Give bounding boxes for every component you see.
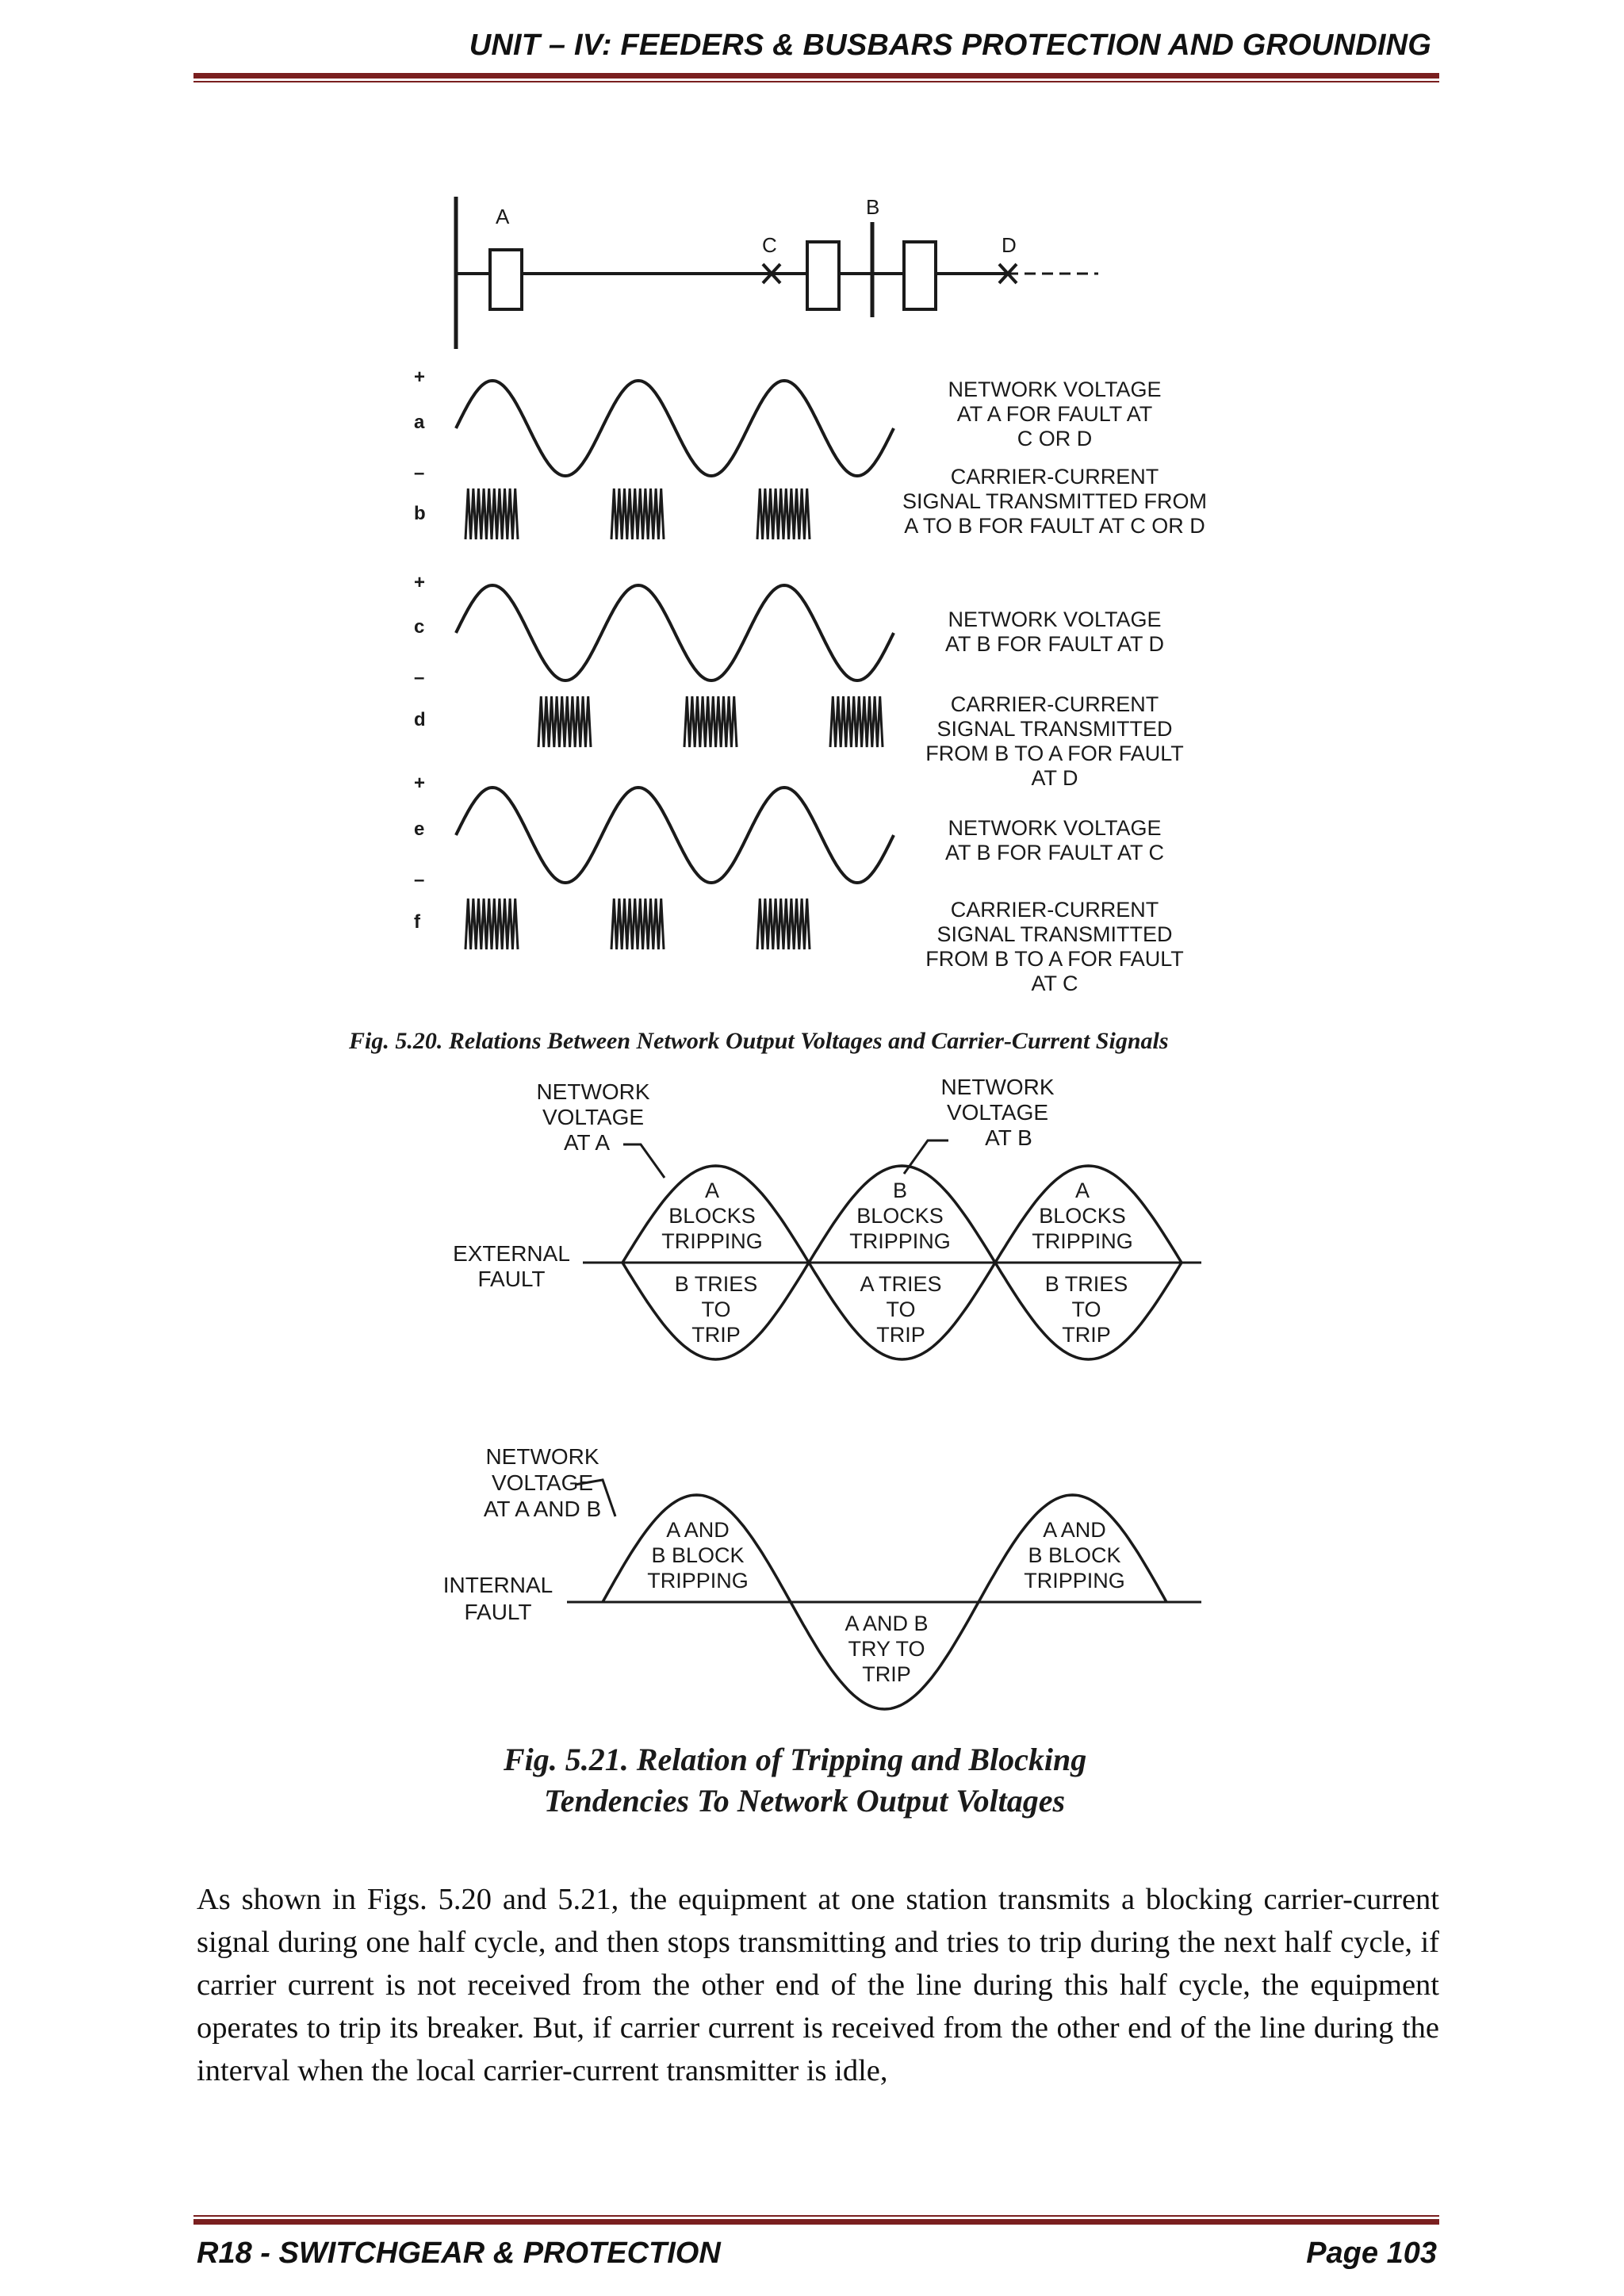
ext-top-line: A bbox=[1074, 1179, 1090, 1202]
network-voltage-wave-a bbox=[456, 381, 894, 476]
label-e-line: AT B FOR FAULT AT C bbox=[944, 841, 1165, 864]
mark-minus-a: – bbox=[414, 462, 425, 484]
line-label-c: C bbox=[762, 233, 777, 257]
ext-voltage-b-line: NETWORK bbox=[940, 1075, 1055, 1099]
carrier-burst bbox=[757, 489, 810, 539]
ext-voltage-a-pointer bbox=[623, 1144, 665, 1178]
network-voltage-wave-c bbox=[456, 585, 894, 680]
ext-top-line: B bbox=[892, 1179, 908, 1202]
ext-bottom-3 bbox=[1045, 1272, 1128, 1347]
label-f-line: AT C bbox=[1031, 972, 1078, 995]
label-d-line: SIGNAL TRANSMITTED bbox=[936, 717, 1173, 741]
mark-b: b bbox=[414, 503, 426, 524]
ext-bottom-line: TO bbox=[886, 1297, 916, 1321]
label-e bbox=[945, 816, 1164, 864]
ext-top-line: BLOCKS bbox=[856, 1204, 944, 1228]
carrier-burst bbox=[830, 696, 883, 747]
fig520-caption: Fig. 5.20. Relations Between Network Output Voltages and Carrier-Current Signals bbox=[349, 1028, 1169, 1054]
ext-bottom-line: B TRIES bbox=[674, 1272, 758, 1296]
int-voltage-line: AT A AND B bbox=[483, 1497, 602, 1521]
ext-bottom-line: TO bbox=[1071, 1297, 1101, 1321]
network-voltage-wave-e bbox=[456, 788, 894, 883]
ext-top-line: TRIPPING bbox=[1032, 1229, 1133, 1253]
external-fault-line: EXTERNAL bbox=[453, 1241, 570, 1266]
mark-plus-c: + bbox=[414, 572, 426, 593]
label-d-line: FROM B TO A FOR FAULT bbox=[925, 742, 1184, 765]
ext-top-line: BLOCKS bbox=[1039, 1204, 1126, 1228]
ext-bottom-line: TRIP bbox=[1062, 1323, 1111, 1347]
int-top-line: A AND bbox=[1043, 1518, 1106, 1542]
ext-bottom-line: TRIP bbox=[691, 1323, 741, 1347]
footer-rule-thick bbox=[193, 2219, 1439, 2225]
int-top-line: TRIPPING bbox=[647, 1569, 749, 1593]
ext-top-1 bbox=[661, 1179, 763, 1253]
int-top-line: B BLOCK bbox=[1028, 1543, 1121, 1567]
label-d-line: CARRIER-CURRENT bbox=[950, 692, 1159, 716]
fig521-caption-line2: Tendencies To Network Output Voltages bbox=[544, 1783, 1066, 1819]
mark-minus-e: – bbox=[414, 869, 425, 891]
mark-e: e bbox=[414, 818, 425, 840]
int-top-2 bbox=[1024, 1518, 1125, 1593]
carrier-burst bbox=[465, 899, 518, 949]
int-top-line: A AND bbox=[666, 1518, 730, 1542]
mark-plus-a: + bbox=[414, 366, 426, 388]
line-label-b: B bbox=[866, 195, 880, 219]
internal-fault-line: FAULT bbox=[464, 1600, 532, 1624]
label-c-line: AT B FOR FAULT AT D bbox=[944, 632, 1165, 656]
carrier-bursts-f bbox=[465, 899, 810, 949]
ext-top-line: BLOCKS bbox=[668, 1204, 756, 1228]
ext-bottom-2 bbox=[860, 1272, 941, 1347]
ext-voltage-a-line: VOLTAGE bbox=[542, 1105, 645, 1129]
ext-top-line: A bbox=[704, 1179, 720, 1202]
ext-bottom-line: A TRIES bbox=[860, 1272, 942, 1296]
carrier-burst bbox=[611, 489, 664, 539]
int-bottom bbox=[845, 1612, 928, 1686]
footer-rule-thin bbox=[193, 2215, 1439, 2217]
label-b-line: SIGNAL TRANSMITTED FROM bbox=[902, 489, 1208, 513]
mark-f: f bbox=[414, 911, 420, 933]
ext-top-line: TRIPPING bbox=[661, 1229, 763, 1253]
label-f-line: FROM B TO A FOR FAULT bbox=[925, 947, 1184, 971]
int-voltage-line: VOLTAGE bbox=[491, 1470, 594, 1495]
int-top-1 bbox=[647, 1518, 749, 1593]
int-top-line: B BLOCK bbox=[651, 1543, 745, 1567]
label-b bbox=[902, 465, 1207, 538]
carrier-bursts-b bbox=[465, 489, 810, 539]
label-c bbox=[945, 608, 1164, 656]
label-a-line: AT A FOR FAULT AT bbox=[956, 402, 1153, 426]
label-f-line: SIGNAL TRANSMITTED bbox=[936, 922, 1173, 946]
carrier-bursts-d bbox=[538, 696, 883, 747]
label-e-line: NETWORK VOLTAGE bbox=[948, 816, 1162, 840]
label-a-line: C OR D bbox=[1017, 427, 1093, 450]
int-top-line: TRIPPING bbox=[1024, 1569, 1125, 1593]
transmission-line-diagram bbox=[456, 197, 1098, 349]
carrier-burst bbox=[757, 899, 810, 949]
label-a bbox=[948, 378, 1161, 450]
external-fault-line: FAULT bbox=[477, 1267, 546, 1291]
carrier-burst bbox=[684, 696, 737, 747]
ext-bottom-1 bbox=[675, 1272, 758, 1347]
ext-bottom-line: TO bbox=[701, 1297, 731, 1321]
ext-voltage-b-pointer bbox=[904, 1140, 948, 1174]
int-voltage-line: NETWORK bbox=[485, 1444, 599, 1469]
external-fault-label bbox=[453, 1241, 570, 1291]
label-b-line: CARRIER-CURRENT bbox=[950, 465, 1159, 489]
mark-minus-c: – bbox=[414, 667, 425, 688]
int-bottom-line: A AND B bbox=[845, 1612, 929, 1635]
label-a-line: NETWORK VOLTAGE bbox=[948, 378, 1162, 401]
internal-fault-label bbox=[443, 1573, 553, 1624]
label-f-line: CARRIER-CURRENT bbox=[950, 898, 1159, 922]
carrier-burst bbox=[465, 489, 518, 539]
mark-plus-e: + bbox=[414, 772, 426, 794]
axis-marks bbox=[414, 366, 426, 933]
ext-bottom-line: B TRIES bbox=[1044, 1272, 1128, 1296]
label-d bbox=[925, 692, 1184, 790]
label-b-line: A TO B FOR FAULT AT C OR D bbox=[904, 514, 1205, 538]
label-d-line: AT D bbox=[1031, 766, 1078, 790]
fig521-caption-line1: Fig. 5.21. Relation of Tripping and Blocking bbox=[504, 1742, 1087, 1777]
ext-voltage-b-line: VOLTAGE bbox=[946, 1100, 1049, 1125]
line-label-a: A bbox=[496, 205, 510, 228]
ext-top-2 bbox=[849, 1179, 951, 1253]
ext-voltage-b-line: AT B bbox=[985, 1125, 1032, 1150]
carrier-burst bbox=[611, 899, 664, 949]
line-label-d: D bbox=[1002, 233, 1017, 257]
ext-bottom-line: TRIP bbox=[876, 1323, 925, 1347]
carrier-burst bbox=[538, 696, 591, 747]
label-c-line: NETWORK VOLTAGE bbox=[948, 608, 1162, 631]
int-bottom-line: TRY TO bbox=[848, 1637, 925, 1661]
footer-course-title: R18 - SWITCHGEAR & PROTECTION bbox=[197, 2237, 721, 2270]
footer-page-number: Page 103 bbox=[1306, 2237, 1437, 2270]
label-f bbox=[925, 898, 1184, 995]
ext-top-line: TRIPPING bbox=[849, 1229, 951, 1253]
page-header-title: UNIT – IV: FEEDERS & BUSBARS PROTECTION AND GROUNDING bbox=[469, 29, 1431, 62]
ext-voltage-a-line: NETWORK bbox=[536, 1079, 650, 1104]
internal-fault-line: INTERNAL bbox=[442, 1573, 553, 1597]
ext-voltage-b-label bbox=[940, 1075, 1054, 1150]
mark-c: c bbox=[414, 616, 425, 638]
int-bottom-line: TRIP bbox=[862, 1662, 911, 1686]
mark-a: a bbox=[414, 412, 425, 433]
mark-d: d bbox=[414, 709, 426, 730]
ext-voltage-a-line: AT A bbox=[563, 1130, 611, 1155]
body-paragraph: As shown in Figs. 5.20 and 5.21, the equipment at one station transmits a blocking carrier-current signal during one half cycle, and then stops transmitting and tries to trip during the next half cycle, if carrier current is not received from the other end of the line during this half cycle, the equipment operates to trip its breaker. But, if carrier current is received from the other end of the line during the interval when the local carrier-current transmitter is idle, bbox=[197, 1883, 1439, 2087]
